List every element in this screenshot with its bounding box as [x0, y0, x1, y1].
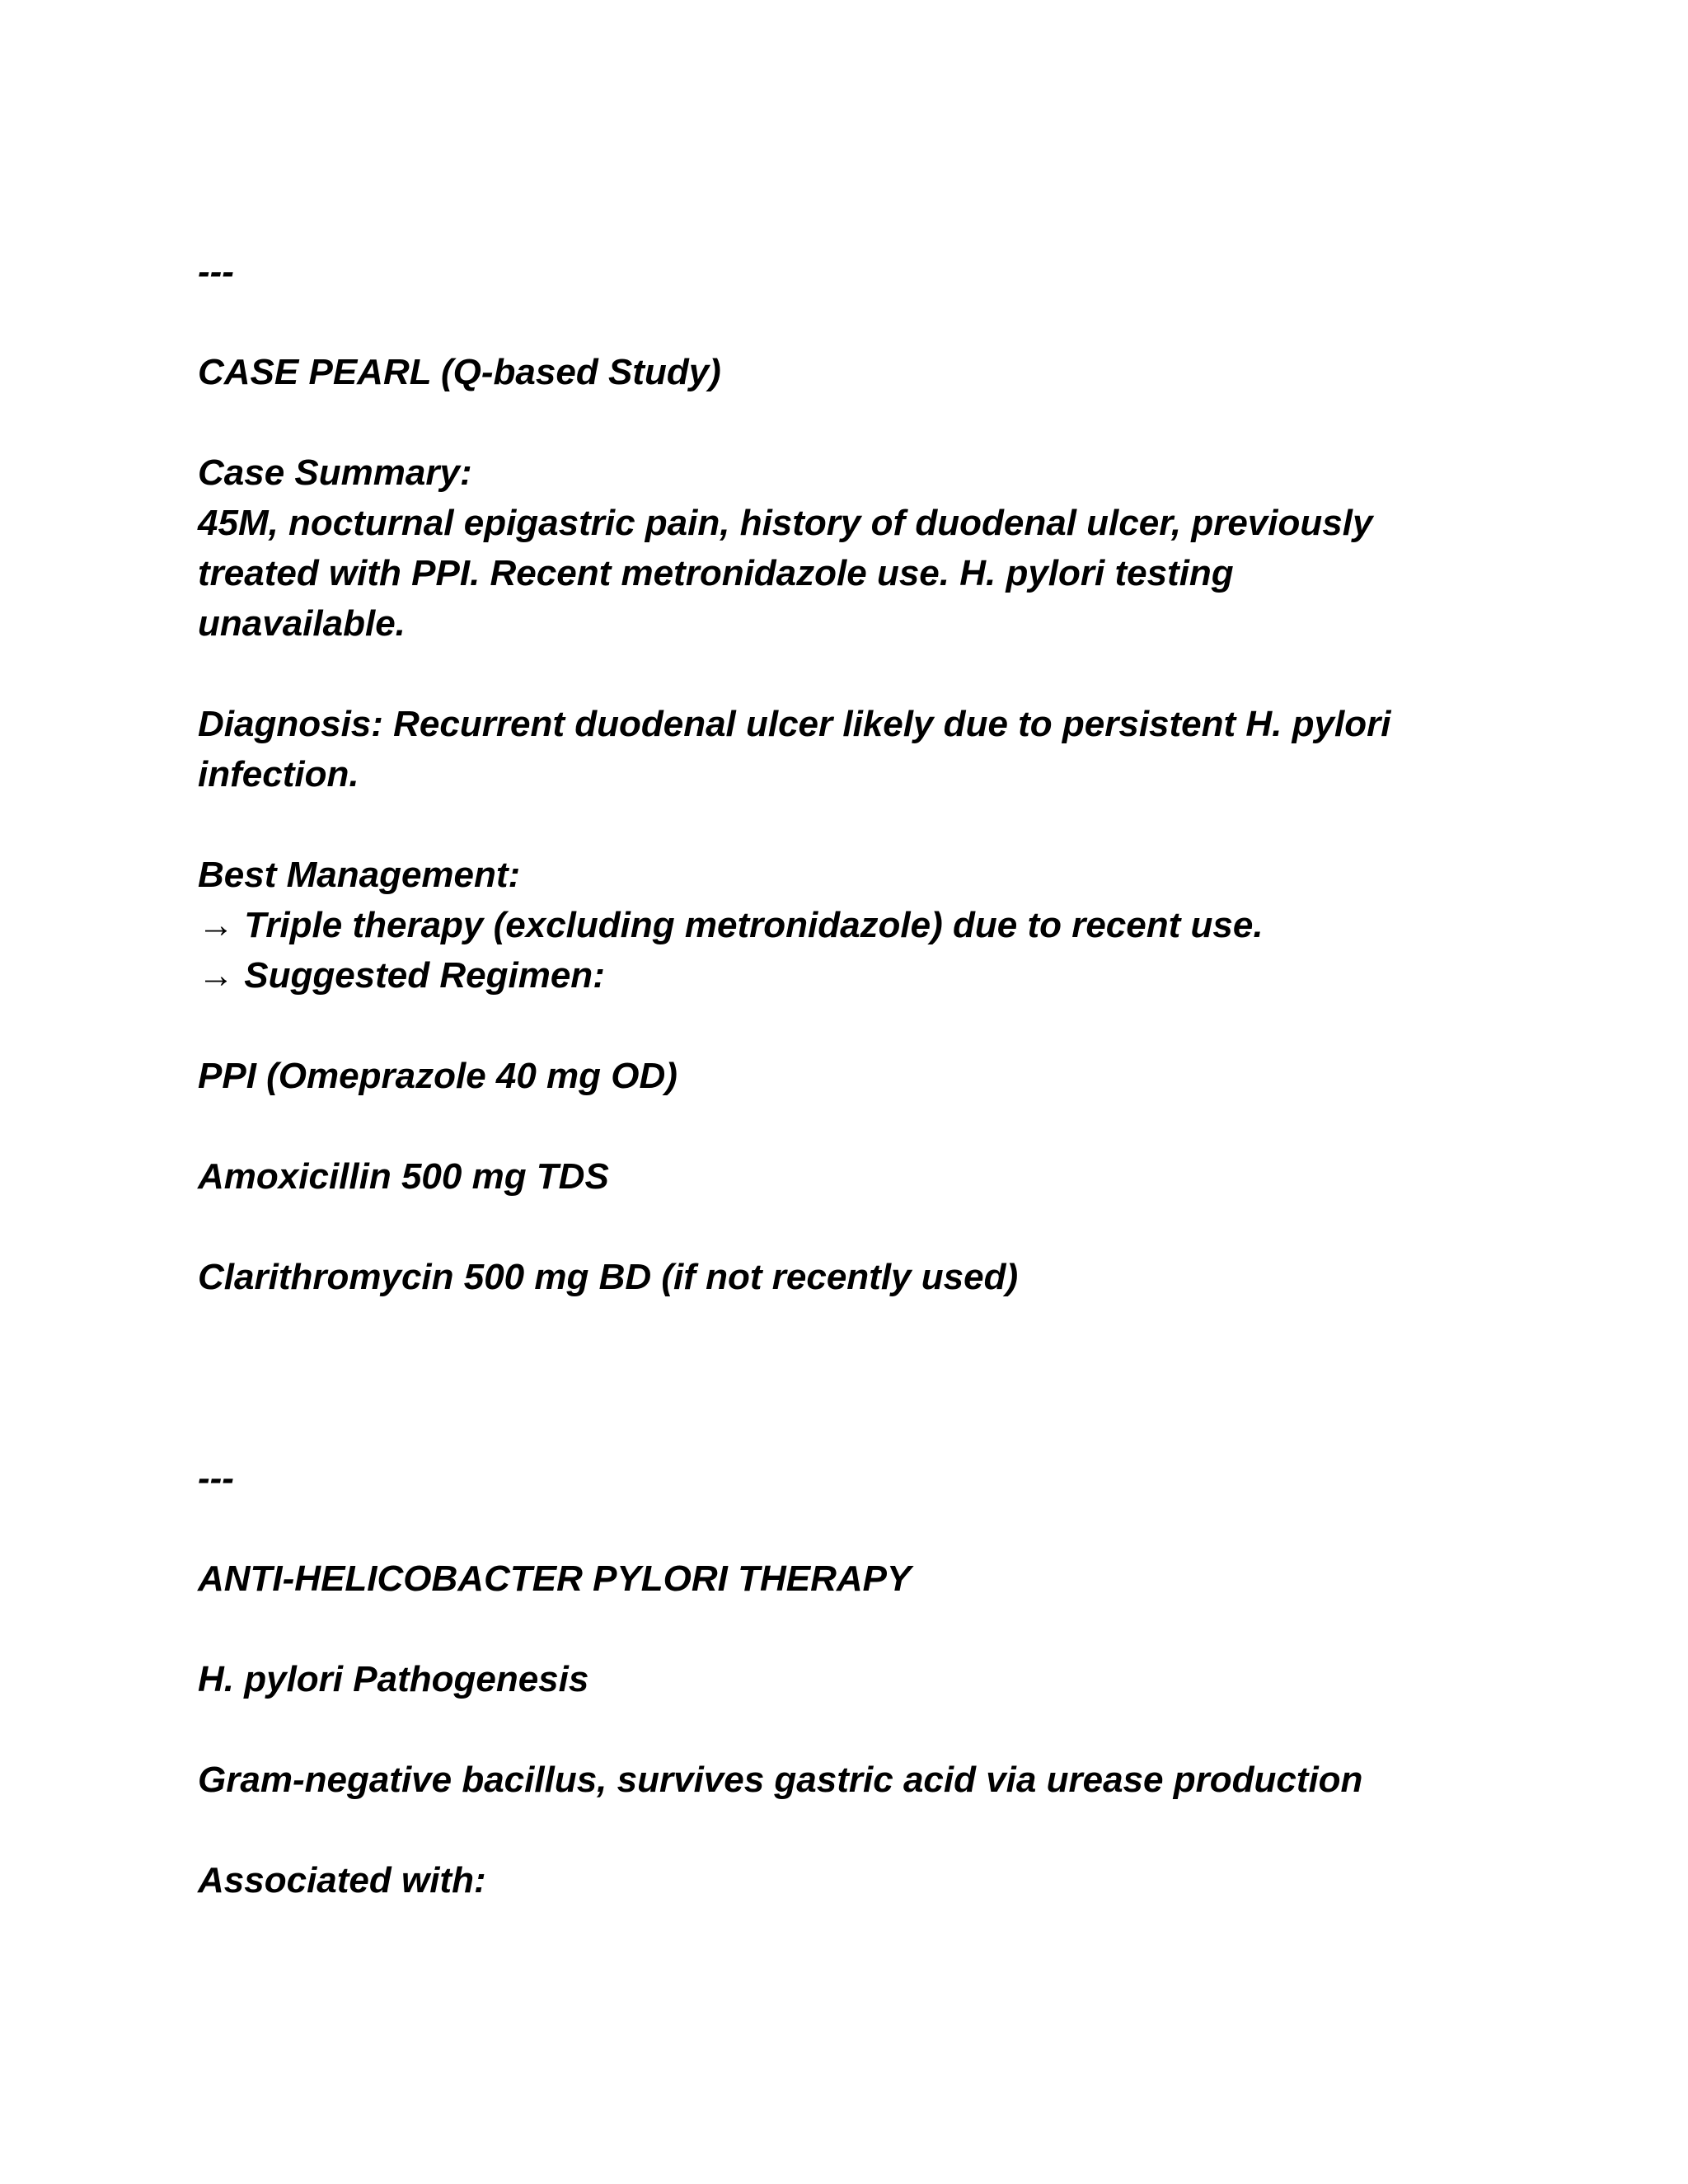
associated-with-label: Associated with: [198, 1860, 486, 1900]
section-title: ANTI-HELICOBACTER PYLORI THERAPY [198, 1558, 912, 1599]
management-item-2: → Suggested Regimen: [198, 955, 605, 996]
case-summary-line-1: 45M, nocturnal epigastric pain, history of duodenal ulcer, previously [198, 503, 1373, 543]
best-management-label: Best Management: [198, 855, 521, 895]
separator-2: --- [198, 1458, 234, 1498]
separator-1: --- [198, 251, 234, 292]
regimen-item-ppi: PPI (Omeprazole 40 mg OD) [198, 1056, 678, 1096]
case-pearl-title: CASE PEARL (Q-based Study) [198, 352, 721, 392]
pathogenesis-heading: H. pylori Pathogenesis [198, 1659, 589, 1699]
case-summary-line-3: unavailable. [198, 603, 406, 644]
pathogenesis-text: Gram-negative bacillus, survives gastric acid via urease production [198, 1760, 1363, 1800]
diagnosis-line-1: Diagnosis: Recurrent duodenal ulcer likely due to persistent H. pylori [198, 704, 1391, 744]
diagnosis-line-2: infection. [198, 754, 359, 794]
regimen-item-amoxicillin: Amoxicillin 500 mg TDS [198, 1156, 609, 1197]
case-summary-label: Case Summary: [198, 452, 472, 493]
management-item-1: → Triple therapy (excluding metronidazole) due to recent use. [198, 905, 1264, 945]
regimen-item-clarithromycin: Clarithromycin 500 mg BD (if not recently used) [198, 1257, 1019, 1297]
case-summary-line-2: treated with PPI. Recent metronidazole use. H. pylori testing [198, 553, 1234, 593]
